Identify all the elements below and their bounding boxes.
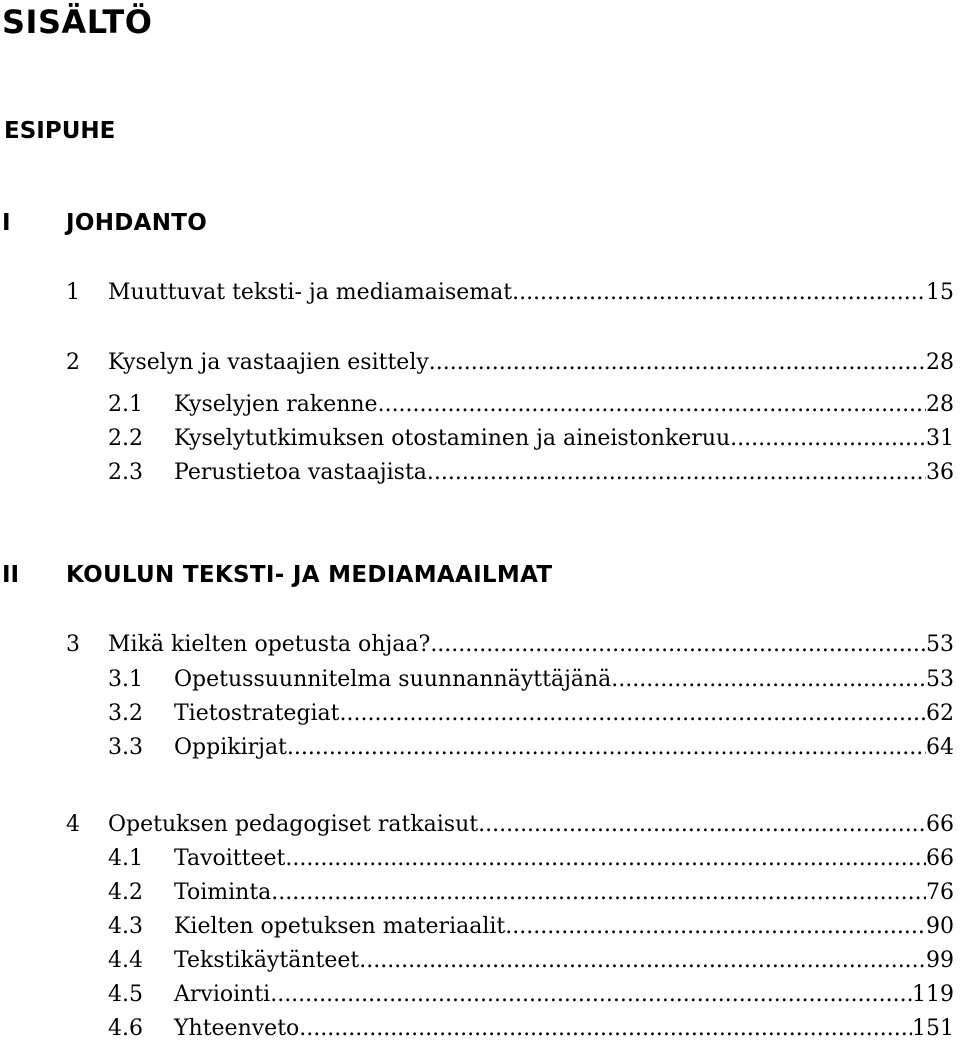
entry-number: 4.2	[108, 880, 143, 905]
toc-subentry[interactable]	[108, 1014, 954, 1044]
entry-title: Perustietoa vastaajista	[174, 460, 427, 485]
entry-title: Muuttuvat teksti- ja mediamaisemat	[108, 280, 513, 305]
entry-number: 4.3	[108, 914, 143, 939]
entry-title: Kyselyjen rakenne	[174, 392, 378, 417]
toc-subentry[interactable]	[108, 733, 954, 763]
entry-page: 66	[926, 846, 954, 871]
part-title: KOULUN TEKSTI- JA MEDIAMAAILMAT	[66, 562, 553, 588]
entry-title: Kyselytutkimuksen otostaminen ja aineistonkeruu	[174, 426, 731, 451]
entry-page: 90	[926, 914, 954, 939]
toc-subentry[interactable]	[108, 665, 954, 695]
dot-leader	[730, 424, 926, 454]
toc-subentry[interactable]	[108, 946, 954, 976]
entry-page: 119	[912, 982, 954, 1007]
entry-number: 1	[66, 280, 80, 305]
dot-leader	[359, 946, 926, 976]
entry-number: 3.2	[108, 701, 143, 726]
toc-subentry[interactable]	[108, 912, 954, 942]
dot-leader	[285, 844, 926, 874]
dot-leader	[478, 810, 926, 840]
entry-number: 4.6	[108, 1016, 143, 1041]
part-numeral: II	[2, 562, 20, 588]
entry-title: Opetuksen pedagogiset ratkaisut	[108, 812, 479, 837]
dot-leader	[505, 912, 926, 942]
toc-subentry[interactable]	[108, 699, 954, 729]
dot-leader	[378, 390, 926, 420]
entry-number: 4.1	[108, 846, 143, 871]
entry-page: 151	[912, 1016, 954, 1041]
dot-leader	[287, 733, 926, 763]
dot-leader	[512, 278, 926, 308]
entry-number: 2.1	[108, 392, 143, 417]
toc-subentry[interactable]	[108, 878, 954, 908]
toc-entry[interactable]	[66, 810, 954, 840]
entry-number: 4.5	[108, 982, 143, 1007]
entry-number: 4.4	[108, 948, 143, 973]
toc-heading: SISÄLTÖ	[2, 3, 153, 41]
entry-title: Arviointi	[174, 982, 271, 1007]
toc-entry[interactable]	[66, 278, 954, 308]
entry-page: 62	[926, 701, 954, 726]
entry-title: Kielten opetuksen materiaalit	[174, 914, 506, 939]
dot-leader	[429, 348, 926, 378]
entry-page: 76	[926, 880, 954, 905]
dot-leader	[340, 699, 926, 729]
toc-subentry[interactable]	[108, 844, 954, 874]
toc-entry[interactable]	[66, 630, 954, 660]
entry-number: 2.3	[108, 460, 143, 485]
entry-title: Kyselyn ja vastaajien esittely	[108, 350, 429, 375]
entry-page: 28	[926, 392, 954, 417]
preface-heading: ESIPUHE	[4, 118, 116, 144]
entry-page: 31	[926, 426, 954, 451]
entry-page: 99	[926, 948, 954, 973]
entry-page: 66	[926, 812, 954, 837]
entry-number: 4	[66, 812, 80, 837]
entry-title: Opetussuunnitelma suunnannäyttäjänä	[174, 667, 612, 692]
toc-subentry[interactable]	[108, 980, 954, 1010]
dot-leader	[427, 458, 926, 488]
part-title: JOHDANTO	[66, 210, 208, 236]
entry-page: 36	[926, 460, 954, 485]
dot-leader	[299, 1014, 912, 1044]
dot-leader	[430, 630, 926, 660]
entry-title: Yhteenveto	[174, 1016, 300, 1041]
dot-leader	[271, 878, 926, 908]
entry-number: 3	[66, 632, 80, 657]
entry-page: 15	[926, 280, 954, 305]
entry-title: Toiminta	[174, 880, 272, 905]
entry-page: 53	[926, 667, 954, 692]
entry-title: Oppikirjat	[174, 735, 287, 760]
entry-page: 53	[926, 632, 954, 657]
entry-number: 2	[66, 350, 80, 375]
entry-number: 3.3	[108, 735, 143, 760]
dot-leader	[270, 980, 912, 1010]
entry-title: Tavoitteet	[174, 846, 286, 871]
entry-title: Mikä kielten opetusta ohjaa?	[108, 632, 431, 657]
toc-subentry[interactable]	[108, 424, 954, 454]
entry-title: Tekstikäytänteet	[174, 948, 360, 973]
entry-page: 28	[926, 350, 954, 375]
entry-number: 3.1	[108, 667, 143, 692]
toc-subentry[interactable]	[108, 458, 954, 488]
part-numeral: I	[2, 210, 11, 236]
dot-leader	[611, 665, 926, 695]
entry-number: 2.2	[108, 426, 143, 451]
toc-subentry[interactable]	[108, 390, 954, 420]
toc-entry[interactable]	[66, 348, 954, 378]
entry-page: 64	[926, 735, 954, 760]
entry-title: Tietostrategiat	[174, 701, 340, 726]
